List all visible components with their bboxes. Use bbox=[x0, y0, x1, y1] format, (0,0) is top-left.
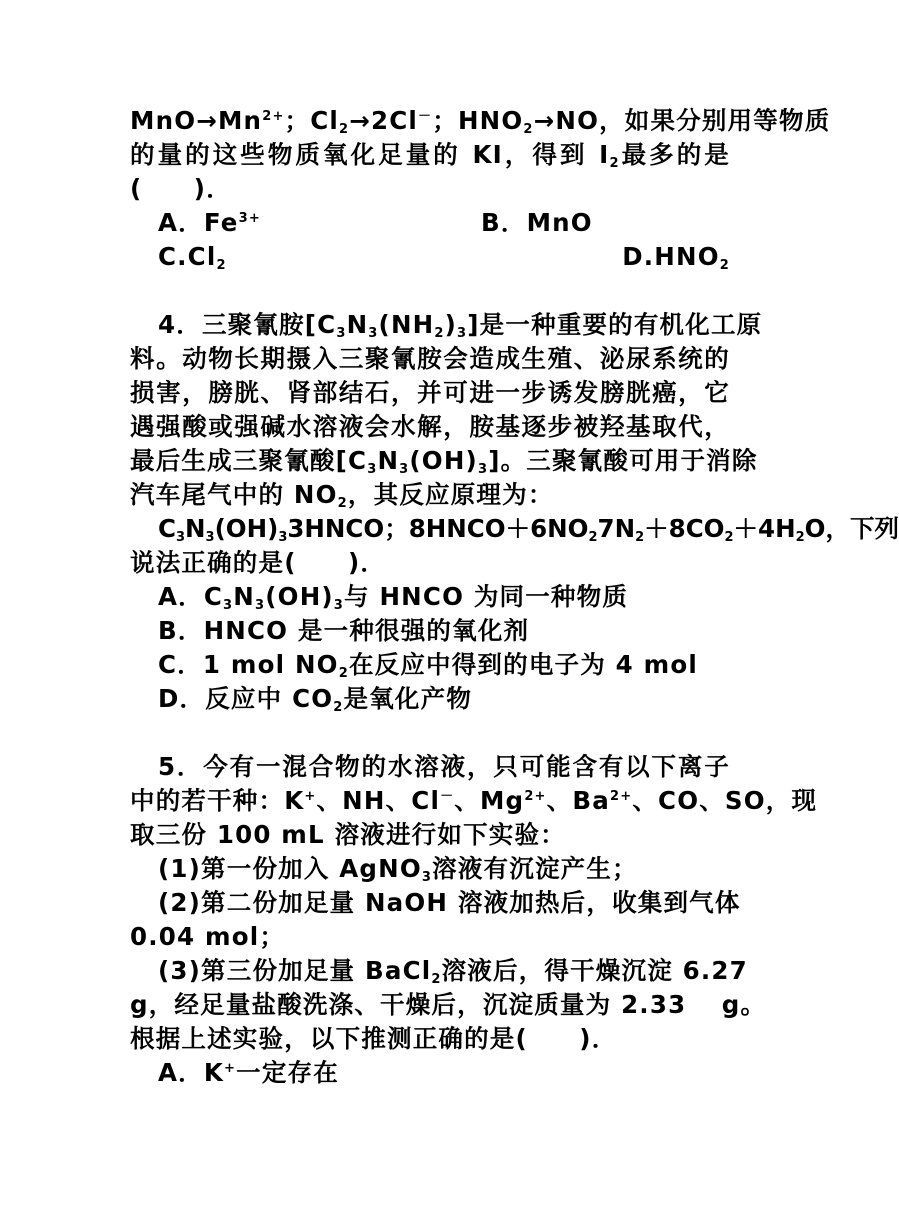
q4-option-a: A．$C_3N_3(OH)_3$与 HNCO 为同一种物质 bbox=[158, 582, 629, 613]
q3-option-d: $D.HNO_2$ bbox=[622, 242, 730, 273]
q4-option-c: C．1 mol $NO_2$在反应中得到的电子为 4 mol bbox=[158, 650, 699, 681]
q3-option-b: B．MnO bbox=[481, 208, 593, 237]
q4-line-6: 汽车尾气中的 $NO_2$，其反应原理为： bbox=[130, 480, 554, 511]
q4-line-8: 说法正确的是( )． bbox=[130, 548, 387, 577]
q5-line-3: 取三份 100 mL 溶液进行如下实验： bbox=[130, 820, 566, 849]
q4-line-3: 损害，膀胱、肾部结石，并可进一步诱发膀胱癌，它 bbox=[130, 378, 730, 407]
q4-line-5: 最后生成三聚氰酸$[C_3N_3(OH)_3]$。三聚氰酸可用于消除 bbox=[130, 446, 758, 477]
q4-option-d: D．反应中 $CO_2$是氧化产物 bbox=[158, 684, 473, 715]
q3-line-2: 的量的这些物质氧化足量的 KI，得到 $I_2$最多的是 bbox=[130, 140, 730, 171]
q5-step-2-cont: 0.04 mol； bbox=[130, 922, 286, 951]
q3-option-c: $C.Cl_2$ bbox=[158, 242, 227, 273]
q4-line-4: 遇强酸或强碱水溶液会水解，胺基逐步被羟基取代， bbox=[130, 412, 730, 441]
q5-step-3: (3)第三份加足量 BaCl$_2$溶液后，得干燥沉淀 6.27 bbox=[158, 956, 748, 987]
q4-line-1: 4．三聚氰胺$[C_3N_3(NH_2)_3]$是一种重要的有机化工原 bbox=[158, 310, 763, 341]
q4-option-b: B．HNCO 是一种很强的氧化剂 bbox=[158, 616, 530, 645]
q4-line-2: 料。动物长期摄入三聚氰胺会造成生殖、泌尿系统的 bbox=[130, 344, 730, 373]
q5-line-1: 5．今有一混合物的水溶液，只可能含有以下离子 bbox=[158, 752, 730, 781]
q3-line-3: ( )． bbox=[130, 174, 232, 203]
q3-options-row-1 bbox=[158, 206, 730, 240]
q3-option-a: A．$Fe^{3+}$ bbox=[158, 208, 261, 237]
q5-step-3-cont: g，经足量盐酸洗涤、干燥后，沉淀质量为 2.33 g。 bbox=[130, 990, 767, 1019]
q5-question: 根据上述实验，以下推测正确的是( )． bbox=[130, 1024, 618, 1053]
q5-step-1: (1)第一份加入 AgNO$_3$溶液有沉淀产生； bbox=[158, 854, 638, 885]
q5-line-2: 中的若干种：K+、NH、Cl－、$Mg^{2+}$、$Ba^{2+}$、CO、SO，现 bbox=[130, 786, 818, 815]
q3-options-row-2 bbox=[158, 240, 730, 274]
q5-option-a: A．K+一定存在 bbox=[158, 1058, 339, 1087]
q3-line-1: $MnO\to Mn^{2+}$；$Cl_2\to 2Cl^-$；$HNO_2\to NO$，如果分别用等物质 bbox=[130, 106, 831, 137]
q4-reaction-equation: $C_3N_3(OH)_33HNCO$；$8HNCO+6NO_27N_2+8CO_2+4H_2O$，下列 bbox=[158, 514, 899, 545]
q5-step-2: (2)第二份加足量 NaOH 溶液加热后，收集到气体 bbox=[158, 888, 741, 917]
